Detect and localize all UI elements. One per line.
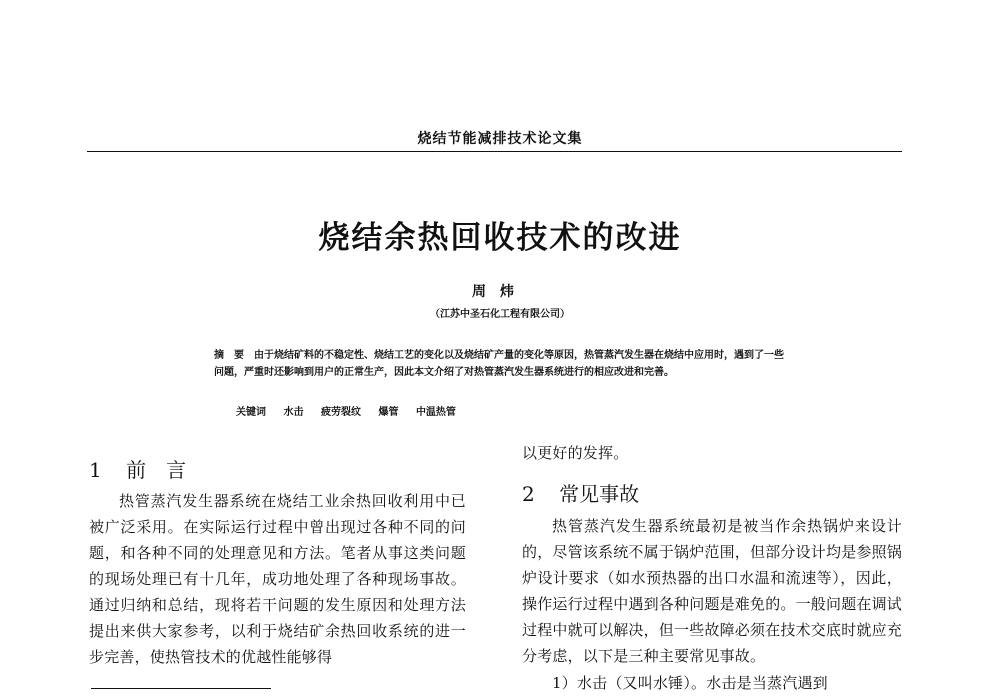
footnote-rule [91,688,271,689]
section-1-paragraph: 热管蒸汽发生器系统在烧结工业余热回收利用中已被广泛采用。在实际运行过程中曾出现过各种不同的问题，和各种不同的处理意见和方法。笔者从事这类问题的现场处理已有十几年，成功地处理了各种现场事故。通过归纳和总结，现将若干问题的发生原因和处理方法提出来供大家参考，以利于烧结矿余热回收系统的进一步完善，使热管技术的优越性能够得 [89,492,466,666]
keyword: 疲劳裂纹 [320,407,361,418]
section-2-item: 1）水击（又叫水锤）。水击是当蒸汽遇到 [552,674,828,692]
section-1-heading [89,454,186,483]
keyword: 爆管 [378,407,399,418]
section-title: 常见事故 [559,482,640,506]
keyword: 中温热管 [415,407,456,418]
affiliation: （江苏中圣石化工程有限公司） [430,309,570,320]
section-title: 前 言 [126,458,187,482]
abstract-label: 摘 要 [214,350,244,361]
header-rule [87,151,902,152]
section-2-paragraph: 热管蒸汽发生器系统最初是被当作余热锅炉来设计的，尽管该系统不属于锅炉范围，但部分设计均是参照锅炉设计要求（如水预热器的出口水温和流速等），因此，操作运行过程中遇到各种问题是难免的。一般问题在调试过程中就可以解决，但一些故障必须在技术交底时就应充分考虑，以下是三种主要常见事故。 [522,517,903,665]
section-2-heading [522,478,639,507]
continuation-text: 以更好的发挥。 [522,444,629,462]
keywords-label: 关键词 [236,407,266,418]
keywords [236,403,736,418]
section-number: 2 [522,482,535,506]
author: 周炜 [472,284,528,300]
abstract [214,347,786,381]
paper-title: 烧结余热回收技术的改进 [318,220,682,256]
running-header: 烧结节能减排技术论文集 [417,131,583,147]
keyword: 水击 [283,407,304,418]
section-number: 1 [89,458,102,482]
abstract-text: 由于烧结矿料的不稳定性、烧结工艺的变化以及烧结矿产量的变化等原因，热管蒸汽发生器在烧结中应用时，遇到了一些问题，严重时还影响到用户的正常生产，因此本文介绍了对热管蒸汽发生器系统进行的相应改进和完善。 [214,350,784,378]
